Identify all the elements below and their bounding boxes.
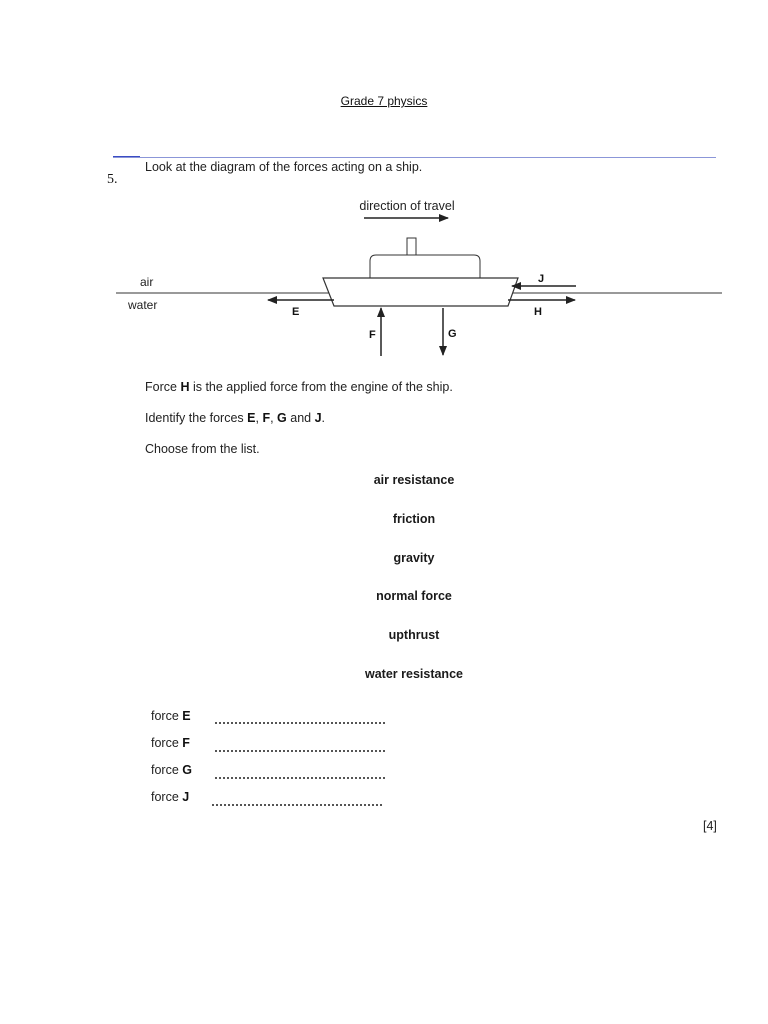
- choice-item: water resistance: [365, 667, 463, 681]
- question-number: 5.: [107, 172, 118, 187]
- ship-hull: [323, 278, 518, 306]
- marks-total: [4]: [703, 819, 717, 833]
- answer-label-j: [151, 790, 189, 804]
- answer-label-g: [151, 763, 192, 777]
- answer-letter: J: [182, 790, 190, 804]
- header-rule-accent: [113, 156, 140, 157]
- instruction-text: Identify the forces: [145, 411, 248, 425]
- answer-line-e[interactable]: [215, 722, 385, 724]
- choice-item: air resistance: [373, 473, 455, 487]
- force-f-label: F: [369, 329, 376, 341]
- answer-letter: G: [182, 763, 192, 777]
- direction-of-travel-label: direction of travel: [359, 199, 455, 213]
- answer-prefix: force: [151, 790, 183, 804]
- force-e-label: E: [292, 306, 300, 318]
- answer-line-g[interactable]: [215, 777, 385, 779]
- force-g-label: G: [448, 328, 457, 340]
- instruction-bold: E: [247, 411, 256, 425]
- instruction-text: .: [321, 411, 326, 425]
- answer-prefix: force: [151, 763, 183, 777]
- instruction-text: is the applied force from the engine of the ship.: [189, 380, 453, 394]
- answer-label-f: [151, 736, 190, 750]
- choice-item: upthrust: [388, 628, 440, 642]
- answer-letter: E: [182, 709, 191, 723]
- choice-item: friction: [392, 512, 436, 526]
- choice-item: gravity: [393, 551, 435, 565]
- instruction-text: ,: [270, 411, 278, 425]
- water-label: water: [128, 298, 158, 312]
- ship-funnel: [407, 238, 416, 255]
- instruction-bold: F: [262, 411, 271, 425]
- instruction-bold: J: [314, 411, 322, 425]
- choice-item: normal force: [376, 589, 452, 603]
- force-h-label: H: [534, 306, 542, 318]
- question-intro: Look at the diagram of the forces acting on a ship.: [145, 160, 423, 174]
- force-j-label: J: [538, 273, 545, 285]
- answer-prefix: force: [151, 736, 183, 750]
- ship-cabin: [370, 255, 480, 278]
- answer-line-f[interactable]: [215, 750, 385, 752]
- instruction-line-2: [145, 411, 325, 425]
- instruction-bold: G: [277, 411, 287, 425]
- header-rule: [113, 157, 716, 158]
- instruction-text: Force: [145, 380, 181, 394]
- answer-line-j[interactable]: [212, 804, 382, 806]
- answer-prefix: force: [151, 709, 183, 723]
- instruction-line-1: [145, 380, 453, 394]
- instruction-bold: H: [180, 380, 190, 394]
- answer-label-e: [151, 709, 191, 723]
- answer-letter: F: [182, 736, 190, 750]
- air-label: air: [140, 275, 154, 289]
- instruction-text: and: [286, 411, 315, 425]
- page-title: Grade 7 physics: [340, 94, 428, 108]
- instruction-text: ,: [255, 411, 263, 425]
- ship-forces-diagram: [110, 190, 722, 370]
- instruction-line-3: Choose from the list.: [145, 442, 260, 456]
